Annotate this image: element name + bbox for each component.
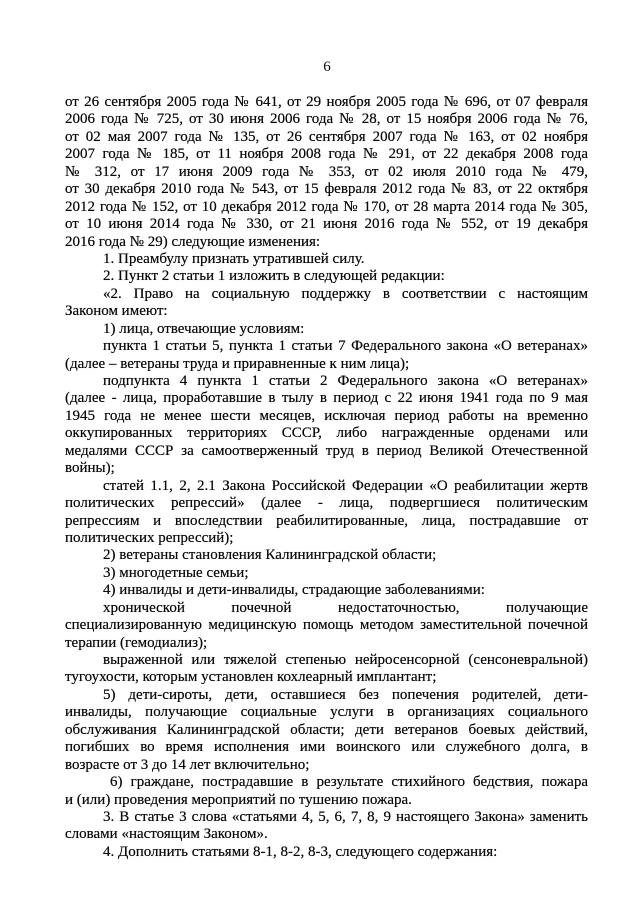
paragraph-item-2-new-wording xyxy=(65,268,588,285)
text-line: 1. Преамбулу признать утратившей силу. xyxy=(103,250,365,267)
text-line: № 312, от 17 июня 2009 года № 353, от 02 июля 2010 года № 479, xyxy=(65,163,588,180)
text-line: возрасте от 3 до 14 лет включительно; xyxy=(65,756,310,773)
paragraph-subitem-4-hearing-loss xyxy=(65,652,588,687)
paragraph-subitem-2 xyxy=(65,547,588,564)
text-line: 5) дети-сироты, дети, оставшиеся без попечения родителей, дети- xyxy=(103,686,588,703)
text-line: войны); xyxy=(65,460,115,477)
text-line: 1) лица, отвечающие условиям: xyxy=(103,320,305,337)
text-line: репрессиям и впоследствии реабилитированные, лица, пострадавшие от xyxy=(65,512,588,529)
text-line: подпункта 4 пункта 1 статьи 2 Федерального закона «О ветеранах» xyxy=(103,373,588,389)
text-line: политических репрессий); xyxy=(65,529,234,546)
paragraph-item-4 xyxy=(65,844,588,861)
paragraph-item-1-preamble xyxy=(65,251,588,268)
text-line: и (или) проведения мероприятий по тушению пожара. xyxy=(65,791,412,808)
text-line: от 10 июня 2014 года № 330, от 21 июня 2016 года № 552, от 19 декабря xyxy=(65,216,588,233)
text-line: оккупированных территориях СССР, либо награжденные орденами или xyxy=(65,425,588,442)
paragraph-subitem-1-repression-victims xyxy=(65,478,588,548)
paragraph-subitem-1-labor-veterans xyxy=(65,338,588,373)
text-line: 2) ветераны становления Калининградской области; xyxy=(103,547,437,564)
document-body xyxy=(65,94,588,861)
text-line: «2. Право на социальную поддержку в соответствии с настоящим xyxy=(103,285,588,302)
text-line: хронической почечной недостаточностью, получающие xyxy=(103,599,588,616)
paragraph-subitem-3 xyxy=(65,565,588,582)
text-line: тугоухости, которым установлен кохлеарный имплантант; xyxy=(65,669,437,686)
paragraph-subitem-4-renal-failure xyxy=(65,600,588,652)
paragraph-amendment-list-continuation xyxy=(65,94,588,251)
text-line: медалями СССР за самоотверженный труд в период Великой Отечественной xyxy=(65,442,588,459)
paragraph-subitem-4 xyxy=(65,582,588,599)
paragraph-subitem-1 xyxy=(65,321,588,338)
text-line: 2006 года № 725, от 30 июня 2006 года № 28, от 15 ноября 2006 года № 76, xyxy=(65,111,588,128)
text-line: выраженной или тяжелой степенью нейросенсорной (сенсоневральной) xyxy=(103,652,588,668)
text-line: (далее – ветераны труда и приравненные к ним лица); xyxy=(65,355,410,372)
text-line: от 02 мая 2007 года № 135, от 26 сентября 2007 года № 163, от 02 ноября xyxy=(65,128,588,145)
text-line: обслуживания Калининградской области; дети ветеранов боевых действий, xyxy=(65,721,588,738)
text-line: терапии (гемодиализ); xyxy=(65,634,208,651)
text-line: от 26 сентября 2005 года № 641, от 29 ноября 2005 года № 696, от 07 февраля xyxy=(65,94,588,110)
text-line: пункта 1 статьи 5, пункта 1 статьи 7 Федерального закона «О ветеранах» xyxy=(103,338,588,355)
text-line: 1945 года не менее шести месяцев, исключая период работы на временно xyxy=(65,407,588,424)
text-line: 4) инвалиды и дети-инвалиды, страдающие заболеваниями: xyxy=(103,582,485,599)
text-line: специализированную медицинскую помощь методом заместительной почечной xyxy=(65,617,588,634)
text-line: 2016 года № 29) следующие изменения: xyxy=(65,233,321,250)
text-line: словами «настоящим Законом». xyxy=(65,826,268,843)
text-line: (далее - лица, проработавшие в тылу в период с 22 июня 1941 года по 9 мая xyxy=(65,390,588,407)
text-line: 6) граждане, пострадавшие в результате стихийного бедствия, пожара xyxy=(110,774,588,791)
paragraph-item-3 xyxy=(65,809,588,844)
text-line: 3. В статье 3 слова «статьями 4, 5, 6, 7, 8, 9 настоящего Закона» заменить xyxy=(103,808,588,825)
text-line: от 30 декабря 2010 года № 543, от 15 февраля 2012 года № 83, от 22 октября xyxy=(65,181,588,198)
text-line: политических репрессий» (далее - лица, подвергшиеся политическим xyxy=(65,495,588,512)
text-line: статей 1.1, 2, 2.1 Закона Российской Федерации «О реабилитации жертв xyxy=(103,477,588,494)
text-line: 3) многодетные семьи; xyxy=(103,564,249,581)
paragraph-subitem-6 xyxy=(65,774,588,809)
text-line: погибших во время исполнения ими воинского или служебного долга, в xyxy=(65,739,588,756)
text-line: Законом имеют: xyxy=(65,303,168,320)
text-line: 4. Дополнить статьями 8-1, 8-2, 8-3, следующего содержания: xyxy=(103,843,498,860)
text-line: 2007 года № 185, от 11 ноября 2008 года № 291, от 22 декабря 2008 года xyxy=(65,146,588,163)
text-line: 2012 года № 152, от 10 декабря 2012 года № 170, от 28 марта 2014 года № 305, xyxy=(65,198,588,215)
paragraph-subitem-5 xyxy=(65,687,588,774)
paragraph-clause-2-right-to-support xyxy=(65,286,588,321)
paragraph-subitem-1-home-front-workers xyxy=(65,373,588,478)
text-line: 2. Пункт 2 статьи 1 изложить в следующей редакции: xyxy=(103,268,445,285)
text-line: инвалиды, получающие социальные услуги в организациях социального xyxy=(65,704,588,721)
page-number: 6 xyxy=(323,59,331,75)
